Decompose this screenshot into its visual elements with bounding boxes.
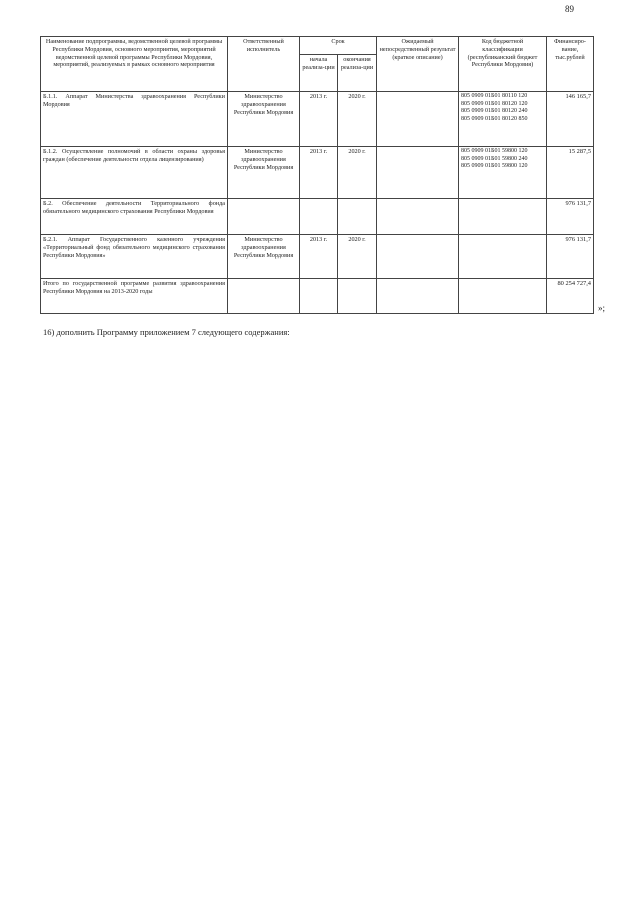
header-result: Ожидаемый непосредственный результат (краткое описание) [377,37,459,92]
table-row [41,235,594,279]
appendix-text: 16) дополнить Программу приложением 7 следующего содержания: [43,327,290,337]
row-name: Б.2.1. Аппарат Государственного казенного учреждения «Территориальный фонд обязательного медицинского страхования Республики Мордовия» [41,235,228,279]
budget-code: 805 0909 01Б01 59800 240 [461,155,528,162]
row-finance: 146 165,7 [547,92,594,147]
page-number: 89 [565,4,574,14]
budget-code: 805 0909 01Б01 80120 120 [461,100,528,107]
budget-code: 805 0909 01Б01 80120 240 [461,108,528,114]
row-name: Б.1.1. Аппарат Министерства здравоохранения Республики Мордовия [41,92,228,147]
header-start: начала реализа-ции [300,55,338,92]
row-end: 2020 г. [338,92,377,147]
row-finance: 80 254 727,4 [547,279,594,314]
row-codes [459,279,547,314]
row-start: 2013 г. [300,147,338,199]
row-finance: 15 287,5 [547,147,594,199]
table-row [41,147,594,199]
row-result [377,235,459,279]
row-start [300,199,338,235]
table-row [41,199,594,235]
row-result [377,279,459,314]
closing-quote: »; [598,303,606,313]
table-row [41,92,594,147]
row-end: 2020 г. [338,147,377,199]
header-finance: Финансиро-вание, тыс.рублей [547,37,594,92]
row-name: Итого по государственной программе развития здравоохранения Республики Мордовия на 2013-2020 годы [41,279,228,314]
row-end: 2020 г. [338,235,377,279]
row-codes [459,235,547,279]
row-start [300,279,338,314]
row-executor: Министерство здравоохранения Республики Мордовия [228,147,300,199]
row-end [338,279,377,314]
table-row-total [41,279,594,314]
row-codes [459,147,547,199]
row-name: Б.2. Обеспечение деятельности Территориального фонда обязательного медицинского страхования Республики Мордовия [41,199,228,235]
row-result [377,199,459,235]
row-name: Б.1.2. Осуществление полномочий в области охраны здоровья граждан (обеспечение деятельности отдела лицензирования) [41,147,228,199]
row-codes [459,199,547,235]
header-name: Наименование подпрограммы, ведомственной целевой программы Республики Мордовия, основного мероприятия, мероприятий ведомственной целевой программы Республики Мордовия, мероприятий, реализуемых в рамках основного мероприятия [41,37,228,92]
row-executor [228,279,300,314]
budget-code: 805 0909 01Б01 80120 850 [461,115,528,122]
row-result [377,92,459,147]
header-code: Код бюджетной классификации (республиканский бюджет Республики Мордовия) [459,37,547,92]
header-term: Срок [300,37,377,55]
row-start: 2013 г. [300,235,338,279]
row-start: 2013 г. [300,92,338,147]
budget-code: 805 0909 01Б01 59800 120 [461,148,528,154]
row-executor: Министерство здравоохранения Республики Мордовия [228,235,300,279]
program-table [40,36,594,314]
row-codes [459,92,547,147]
header-end: окончания реализа-ции [338,55,377,92]
row-executor: Министерство здравоохранения Республики Мордовия [228,92,300,147]
row-finance: 976 131,7 [547,235,594,279]
row-result [377,147,459,199]
budget-code: 805 0909 01Б01 80110 120 [461,93,528,99]
header-executor: Ответственный исполнитель [228,37,300,92]
row-end [338,199,377,235]
row-finance: 976 131,7 [547,199,594,235]
budget-code: 805 0909 01Б01 59800 120 [461,163,528,169]
row-executor [228,199,300,235]
